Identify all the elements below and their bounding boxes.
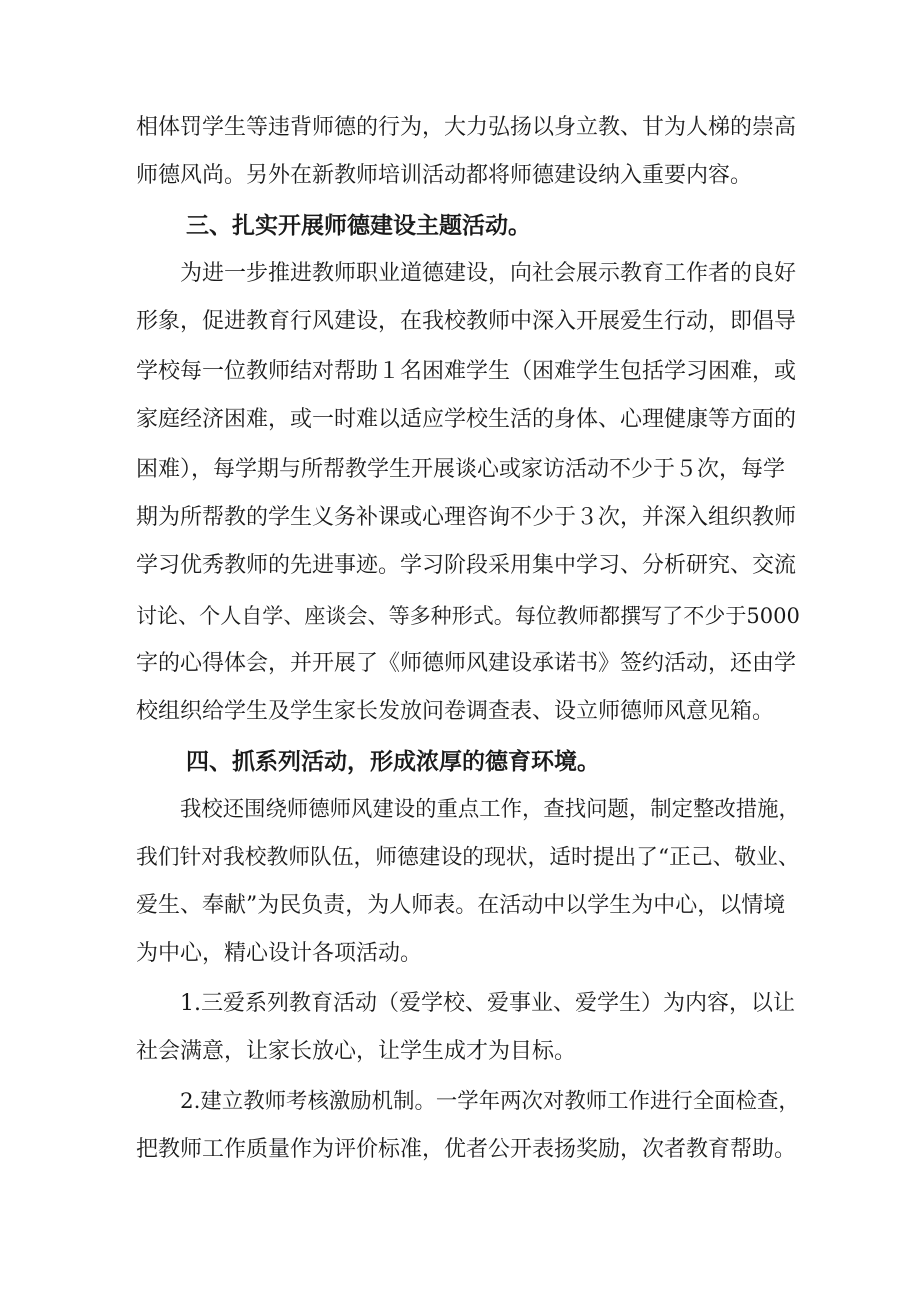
text-line: 形象，促进教育行风建设，在我校教师中深入开展爱生行动，即倡导 xyxy=(136,309,797,334)
text-line: 困难），每学期与所帮教学生开展谈心或家访活动不少于５次，每学 xyxy=(136,457,786,482)
text-line: 期为所帮教的学生义务补课或心理咨询不少于３次，并深入组织教师 xyxy=(136,505,797,530)
text-line: 讨论、个人自学、座谈会、等多种形式。每位教师都撰写了不少于5000 xyxy=(136,603,800,628)
text-line: 为中心，精心设计各项活动。 xyxy=(136,941,423,966)
text-line: 家庭经济困难，或一时难以适应学校生活的身体、心理健康等方面的 xyxy=(136,407,797,432)
text-line: 师德风尚。另外在新教师培训活动都将师德建设纳入重要内容。 xyxy=(136,163,753,188)
text-line: 为进一步推进教师职业道德建设，向社会展示教育工作者的良好 xyxy=(180,261,797,286)
text-line: 我们针对我校教师队伍，师德建设的现状，适时提出了“正己、敬业、 xyxy=(136,845,800,870)
list-item-2: 2.建立教师考核激励机制。一学年两次对教师工作进行全面检查， xyxy=(180,1089,800,1114)
text-line: 相体罚学生等违背师德的行为，大力弘扬以身立教、甘为人梯的崇高 xyxy=(136,115,797,140)
section-heading-3: 三、扎实开展师德建设主题活动。 xyxy=(186,213,531,239)
text-line: 学习优秀教师的先进事迹。学习阶段采用集中学习、分析研究、交流 xyxy=(136,553,797,578)
text-line: 社会满意，让家长放心，让学生成才为目标。 xyxy=(136,1039,577,1064)
text-line: 校组织给学生及学生家长发放问卷调查表、设立师德师风意见箱。 xyxy=(136,699,775,724)
text-line: 爱生、奉献”为民负责，为人师表。在活动中以学生为中心，以情境 xyxy=(136,893,786,918)
text-line: 把教师工作质量作为评价标准，优者公开表扬奖励，次者教育帮助。 xyxy=(136,1137,797,1162)
text-line: 字的心得体会，并开展了《师德师风建设承诺书》签约活动，还由学 xyxy=(136,651,797,676)
list-item-1: 1.三爱系列教育活动（爱学校、爱事业、爱学生）为内容，以让 xyxy=(180,991,795,1016)
text-line: 我校还围绕师德师风建设的重点工作，查找问题，制定整改措施， xyxy=(180,797,800,822)
text-line: 学校每一位教师结对帮助１名困难学生（困难学生包括学习困难，或 xyxy=(136,359,797,384)
section-heading-4: 四、抓系列活动，形成浓厚的德育环境。 xyxy=(186,749,600,775)
